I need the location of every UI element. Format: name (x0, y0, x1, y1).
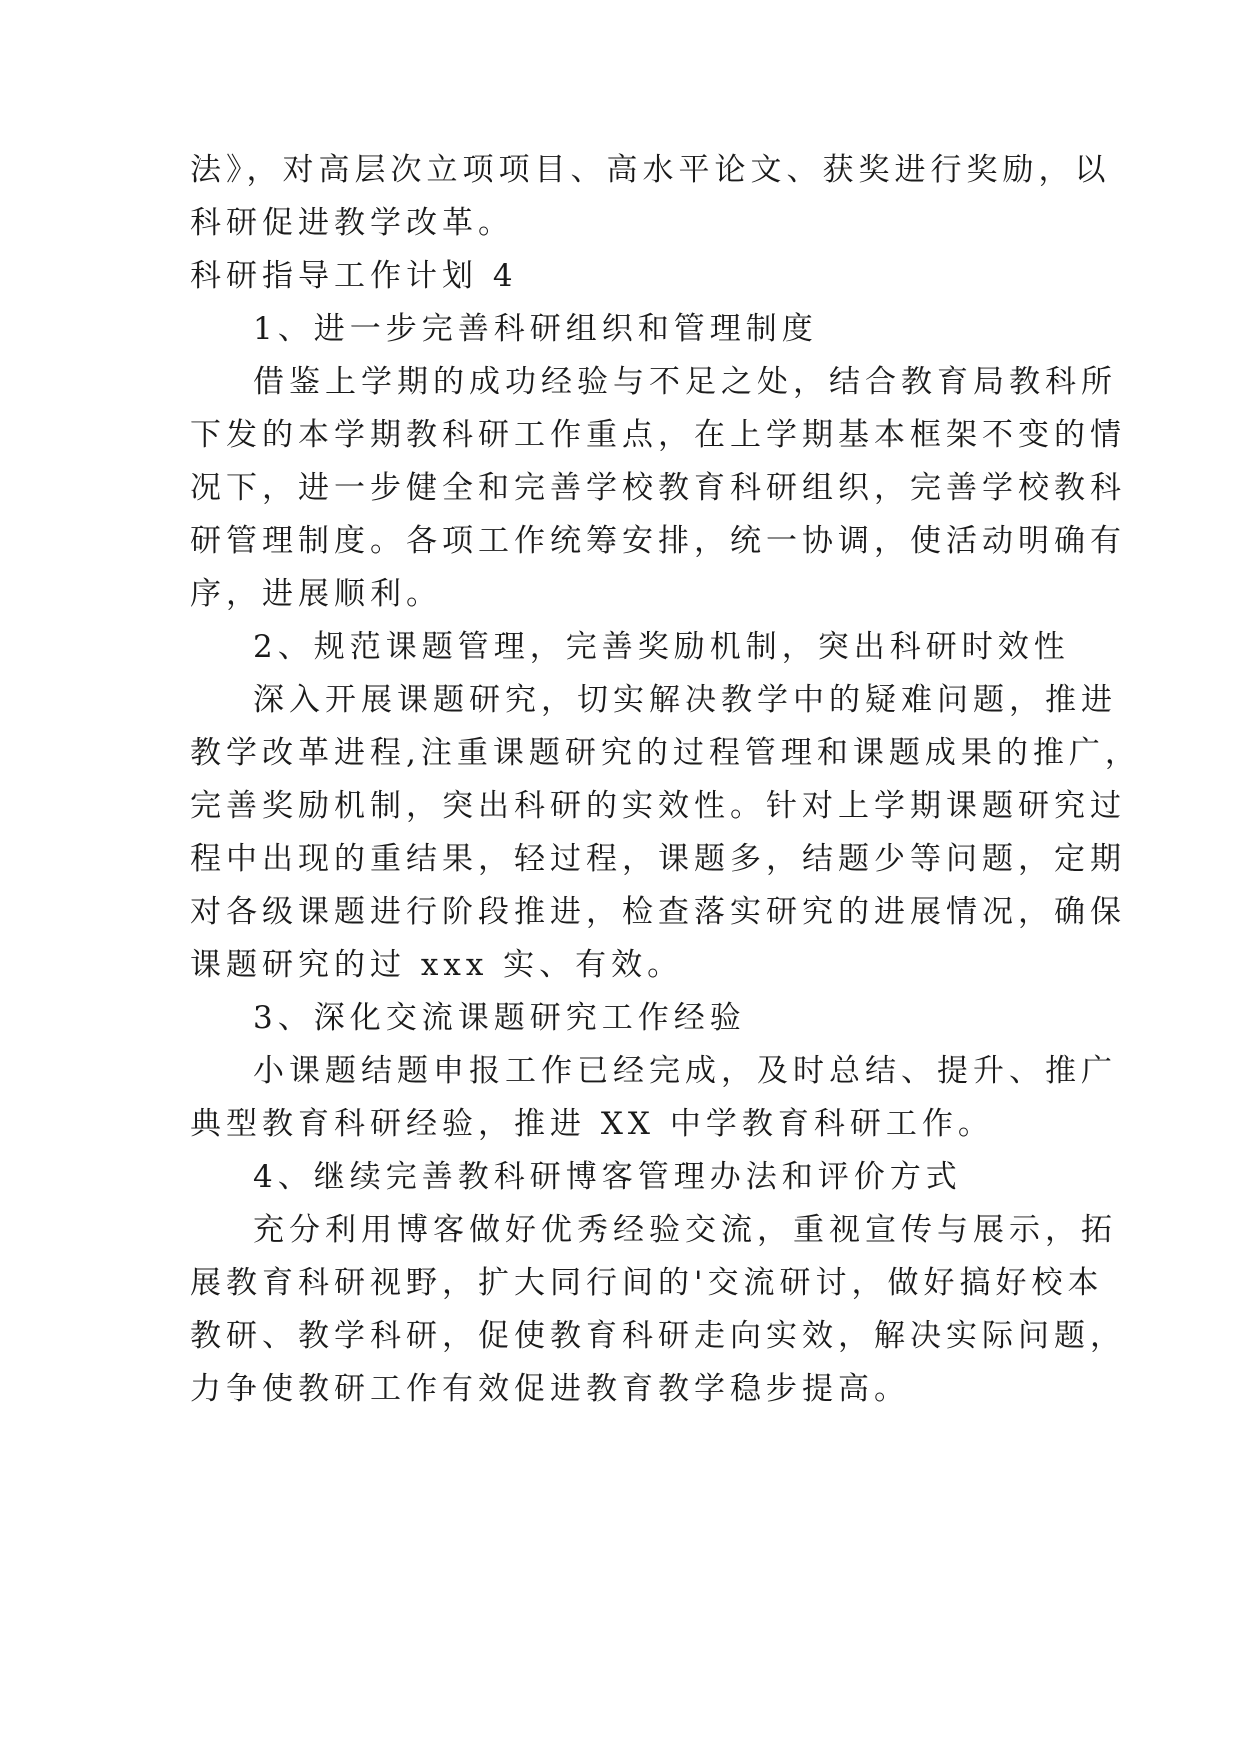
text-line: 研管理制度。各项工作统筹安排，统一协调，使活动明确有 (190, 523, 1126, 559)
text-line: 法》，对高层次立项项目、高水平论文、获奖进行奖励，以 (190, 152, 1111, 188)
section-heading: 科研指导工作计划 4 (190, 258, 518, 294)
text-line: 对各级课题进行阶段推进，检查落实研究的进展情况，确保 (190, 894, 1126, 930)
text-line: 深入开展课题研究，切实解决教学中的疑难问题，推进 (253, 682, 1117, 718)
subheading-3: 3、深化交流课题研究工作经验 (253, 1000, 746, 1036)
text-line: 展教育科研视野，扩大同行间的'交流研讨，做好搞好校本 (190, 1265, 1104, 1301)
text-line: 下发的本学期教科研工作重点，在上学期基本框架不变的情 (190, 417, 1126, 453)
text-line: 借鉴上学期的成功经验与不足之处，结合教育局教科所 (253, 364, 1117, 400)
text-line: 小课题结题申报工作已经完成，及时总结、提升、推广 (253, 1053, 1117, 1089)
text-line: 程中出现的重结果，轻过程，课题多，结题少等问题，定期 (190, 841, 1126, 877)
text-line: 教研、教学科研，促使教育科研走向实效，解决实际问题， (190, 1318, 1126, 1354)
text-line: 典型教育科研经验，推进 XX 中学教育科研工作。 (190, 1106, 994, 1142)
text-line: 课题研究的过 xxx 实、有效。 (190, 947, 684, 983)
text-line: 教学改革进程,注重课题研究的过程管理和课题成果的推广， (190, 735, 1141, 771)
subheading-2: 2、规范课题管理，完善奖励机制，突出科研时效性 (253, 629, 1070, 665)
subheading-1: 1、进一步完善科研组织和管理制度 (253, 311, 818, 347)
text-line: 力争使教研工作有效促进教育教学稳步提高。 (190, 1371, 910, 1407)
text-line: 完善奖励机制，突出科研的实效性。针对上学期课题研究过 (190, 788, 1126, 824)
text-line: 充分利用博客做好优秀经验交流，重视宣传与展示，拓 (253, 1212, 1117, 1248)
text-line: 况下，进一步健全和完善学校教育科研组织，完善学校教科 (190, 470, 1126, 506)
text-line: 序，进展顺利。 (190, 576, 442, 612)
text-line: 科研促进教学改革。 (190, 205, 514, 241)
subheading-4: 4、继续完善教科研博客管理办法和评价方式 (253, 1159, 962, 1195)
